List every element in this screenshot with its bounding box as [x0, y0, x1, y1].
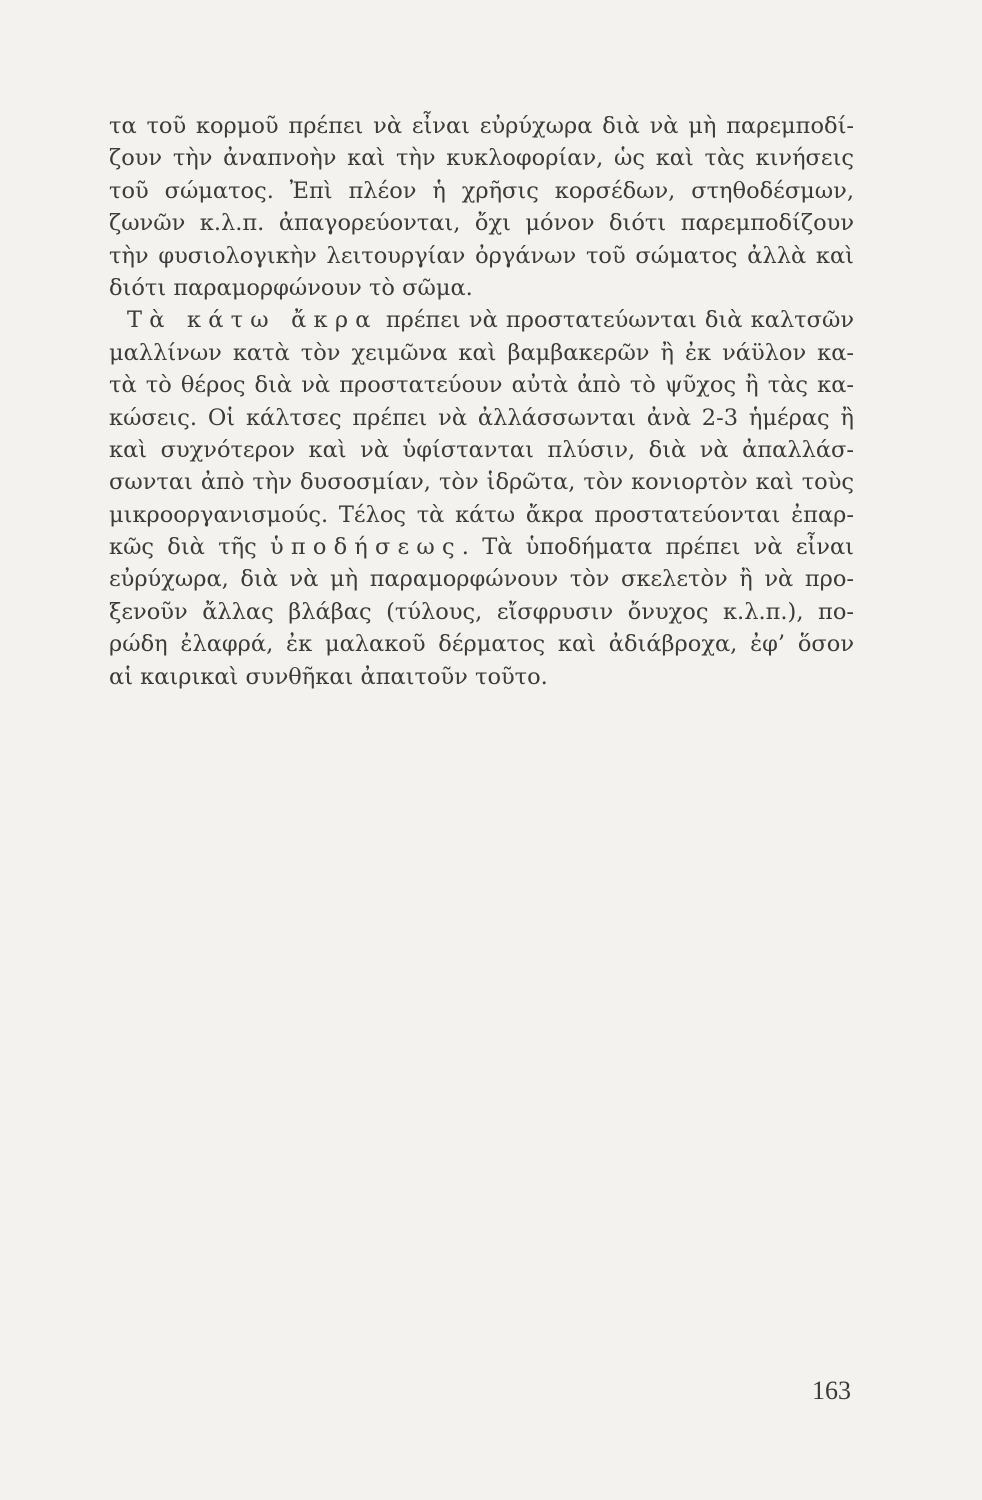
- text-line: [109, 531, 854, 563]
- text-line: σωνται ἀπὸ τὴν δυσοσμίαν, τὸν ἱδρῶτα, τὸν κονιορτὸν καὶ τοὺς: [109, 469, 854, 496]
- page-number: 163: [812, 1376, 851, 1405]
- text-line: τοῦ σώματος. Ἐπὶ πλέον ἡ χρῆσις κορσέδων, στηθοδέσμων,: [109, 177, 854, 204]
- line-start: κῶς διὰ τῆς: [109, 534, 270, 561]
- text-line: ρώδη ἐλαφρά, ἐκ μαλακοῦ δέρματος καὶ ἀδιάβροχα, ἐφ’ ὅσον: [109, 631, 854, 658]
- text-line: διότι παραμορφώνουν τὸ σῶμα.: [109, 274, 473, 301]
- text-line-paragraph-start: [109, 304, 854, 336]
- text-line: εὐρύχωρα, διὰ νὰ μὴ παραμορφώνουν τὸν σκελετὸν ἢ νὰ προ-: [109, 566, 854, 593]
- text-line: τὴν φυσιολογικὴν λειτουργίαν ὀργάνων τοῦ σώματος ἀλλὰ καὶ: [109, 242, 854, 269]
- text-line: μαλλίνων κατὰ τὸν χειμῶνα καὶ βαμβακερῶν ἢ ἐκ νάϋλον κα-: [109, 339, 854, 366]
- text-line: ζωνῶν κ.λ.π. ἀπαγορεύονται, ὄχι μόνον διότι παρεμποδίζουν: [109, 210, 854, 237]
- text-line: μικροοργανισμούς. Τέλος τὰ κάτω ἄκρα προστατεύονται ἐπαρ-: [109, 501, 854, 528]
- body-text: [109, 110, 854, 693]
- text-line: κώσεις. Οἱ κάλτσες πρέπει νὰ ἀλλάσσωνται ἀνὰ 2-3 ἡμέρας ἢ: [109, 404, 854, 431]
- line-remainder: πρέπει νὰ προστατεύωνται διὰ καλτσῶν: [377, 307, 854, 334]
- text-line: τὰ τὸ θέρος διὰ νὰ προστατεύουν αὐτὰ ἀπὸ τὸ ψῦχος ἢ τὰς κα-: [109, 372, 854, 399]
- text-line: καὶ συχνότερον καὶ νὰ ὑφίστανται πλύσιν, διὰ νὰ ἀπαλλάσ-: [109, 436, 854, 463]
- text-line: ξενοῦν ἄλλας βλάβας (τύλους, εἴσφρυσιν ὄνυχος κ.λ.π.), πο-: [109, 598, 854, 625]
- line-remainder: . Τὰ ὑποδήματα πρέπει νὰ εἶναι: [461, 534, 855, 561]
- emphasized-phrase: ὑποδήσεως: [269, 534, 462, 561]
- text-line: ζουν τὴν ἀναπνοὴν καὶ τὴν κυκλοφορίαν, ὡς καὶ τὰς κινήσεις: [109, 145, 854, 172]
- text-line: τα τοῦ κορμοῦ πρέπει νὰ εἶναι εὐρύχωρα διὰ νὰ μὴ παρεμποδί-: [109, 113, 854, 139]
- text-line: αἱ καιρικαὶ συνθῆκαι ἀπαιτοῦν τοῦτο.: [109, 663, 548, 690]
- emphasized-phrase: Τὰ κάτω ἄκρα: [127, 307, 378, 334]
